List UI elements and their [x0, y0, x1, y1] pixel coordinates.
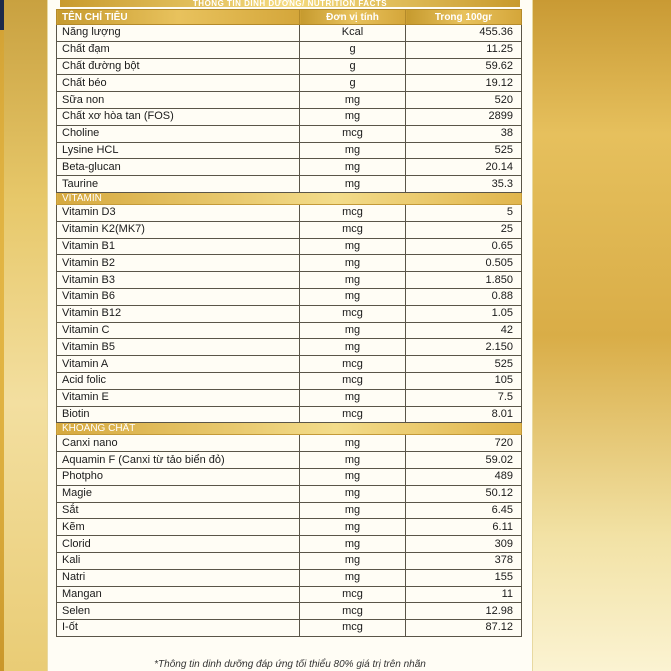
nutrient-unit: g	[300, 75, 406, 92]
nutrient-unit: mcg	[300, 586, 406, 603]
nutrient-value: 155	[406, 569, 522, 586]
nutrient-name: Lysine HCL	[57, 142, 300, 159]
nutrient-name: Sắt	[57, 502, 300, 519]
nutrient-value: 87.12	[406, 620, 522, 637]
table-row	[57, 204, 522, 221]
nutrient-value: 2.150	[406, 339, 522, 356]
nutrient-value: 12.98	[406, 603, 522, 620]
nutrient-unit: mcg	[300, 620, 406, 637]
column-header-unit: Đơn vị tính	[300, 10, 406, 25]
nutrient-name: Selen	[57, 603, 300, 620]
nutrient-value: 105	[406, 372, 522, 389]
nutrient-value: 11.25	[406, 41, 522, 58]
nutrient-unit: mg	[300, 452, 406, 469]
nutrient-value: 520	[406, 92, 522, 109]
nutrient-name: Vitamin B12	[57, 305, 300, 322]
nutrient-unit: mg	[300, 389, 406, 406]
table-row	[57, 339, 522, 356]
table-row	[57, 41, 522, 58]
nutrient-name: Chất xơ hòa tan (FOS)	[57, 108, 300, 125]
table-body	[57, 25, 522, 637]
nutrient-value: 1.05	[406, 305, 522, 322]
nutrient-name: Vitamin E	[57, 389, 300, 406]
nutrient-value: 25	[406, 221, 522, 238]
nutrient-unit: g	[300, 58, 406, 75]
nutrient-value: 50.12	[406, 485, 522, 502]
background-gold-left	[4, 0, 48, 671]
nutrient-name: Natri	[57, 569, 300, 586]
nutrient-name: Vitamin B2	[57, 255, 300, 272]
nutrient-name: Aquamin F (Canxi từ tảo biển đỏ)	[57, 452, 300, 469]
nutrient-unit: Kcal	[300, 25, 406, 42]
nutrient-value: 6.45	[406, 502, 522, 519]
nutrition-banner: THÔNG TIN DINH DƯỠNG/ NUTRITION FACTS	[60, 0, 520, 7]
nutrient-name: Chất đường bột	[57, 58, 300, 75]
section-header-row	[57, 192, 522, 204]
nutrient-name: Chất béo	[57, 75, 300, 92]
footnote: *Thông tin dinh dưỡng đáp ứng tối thiểu 80% giá trị trên nhãn	[154, 659, 426, 670]
nutrient-name: Beta-glucan	[57, 159, 300, 176]
nutrient-unit: mg	[300, 536, 406, 553]
table-row	[57, 620, 522, 637]
nutrient-value: 6.11	[406, 519, 522, 536]
nutrient-unit: mg	[300, 468, 406, 485]
nutrient-unit: mg	[300, 159, 406, 176]
table-row	[57, 468, 522, 485]
table-row	[57, 288, 522, 305]
table-row	[57, 536, 522, 553]
nutrient-value: 38	[406, 125, 522, 142]
table-row	[57, 502, 522, 519]
table-row	[57, 452, 522, 469]
table-row	[57, 108, 522, 125]
nutrition-table	[56, 9, 522, 637]
nutrient-value: 378	[406, 552, 522, 569]
nutrient-value: 7.5	[406, 389, 522, 406]
table-row	[57, 92, 522, 109]
nutrient-value: 489	[406, 468, 522, 485]
table-row	[57, 305, 522, 322]
nutrient-name: Taurine	[57, 176, 300, 193]
nutrient-value: 720	[406, 435, 522, 452]
nutrient-unit: mg	[300, 142, 406, 159]
nutrient-unit: mg	[300, 322, 406, 339]
nutrient-unit: mg	[300, 502, 406, 519]
nutrient-value: 20.14	[406, 159, 522, 176]
nutrient-value: 525	[406, 356, 522, 373]
table-row	[57, 125, 522, 142]
table-row	[57, 389, 522, 406]
nutrient-name: Kẽm	[57, 519, 300, 536]
table-row	[57, 255, 522, 272]
nutrient-unit: mcg	[300, 125, 406, 142]
nutrient-unit: mcg	[300, 221, 406, 238]
section-title: KHOÁNG CHẤT	[57, 423, 522, 435]
table-row	[57, 272, 522, 289]
nutrient-unit: mg	[300, 272, 406, 289]
table-row	[57, 75, 522, 92]
nutrient-name: Sữa non	[57, 92, 300, 109]
nutrient-value: 59.62	[406, 58, 522, 75]
table-row	[57, 142, 522, 159]
nutrient-name: Vitamin B5	[57, 339, 300, 356]
nutrient-value: 19.12	[406, 75, 522, 92]
table-row	[57, 552, 522, 569]
section-header-row	[57, 423, 522, 435]
table-row	[57, 238, 522, 255]
nutrient-unit: mg	[300, 176, 406, 193]
table-header-row	[57, 10, 522, 25]
nutrient-unit: mcg	[300, 603, 406, 620]
table-row	[57, 176, 522, 193]
window-edge	[0, 0, 4, 30]
nutrient-value: 0.88	[406, 288, 522, 305]
nutrient-unit: mcg	[300, 356, 406, 373]
nutrient-value: 1.850	[406, 272, 522, 289]
nutrient-unit: mcg	[300, 204, 406, 221]
nutrient-unit: mg	[300, 108, 406, 125]
nutrient-value: 0.505	[406, 255, 522, 272]
column-header-value: Trong 100gr	[406, 10, 522, 25]
nutrient-value: 11	[406, 586, 522, 603]
nutrient-name: Vitamin B3	[57, 272, 300, 289]
nutrient-name: Vitamin D3	[57, 204, 300, 221]
nutrient-name: Canxi nano	[57, 435, 300, 452]
nutrient-name: Mangan	[57, 586, 300, 603]
nutrient-name: Vitamin K2(MK7)	[57, 221, 300, 238]
nutrient-unit: mg	[300, 92, 406, 109]
nutrient-unit: mg	[300, 569, 406, 586]
nutrient-name: Magie	[57, 485, 300, 502]
nutrient-value: 2899	[406, 108, 522, 125]
nutrient-unit: mg	[300, 552, 406, 569]
nutrient-value: 59.02	[406, 452, 522, 469]
nutrient-value: 42	[406, 322, 522, 339]
table-row	[57, 25, 522, 42]
nutrient-unit: mcg	[300, 372, 406, 389]
background-gold-right	[532, 0, 671, 671]
nutrient-unit: mcg	[300, 305, 406, 322]
nutrient-name: Biotin	[57, 406, 300, 423]
nutrient-unit: mg	[300, 485, 406, 502]
table-row	[57, 603, 522, 620]
nutrient-value: 455.36	[406, 25, 522, 42]
nutrient-name: Vitamin B1	[57, 238, 300, 255]
nutrient-unit: mcg	[300, 406, 406, 423]
table-row	[57, 586, 522, 603]
nutrient-value: 5	[406, 204, 522, 221]
table-row	[57, 435, 522, 452]
column-header-name: TÊN CHỈ TIÊU	[57, 10, 300, 25]
nutrient-value: 0.65	[406, 238, 522, 255]
nutrient-value: 8.01	[406, 406, 522, 423]
nutrient-unit: mg	[300, 339, 406, 356]
nutrient-name: Chất đạm	[57, 41, 300, 58]
nutrient-name: Photpho	[57, 468, 300, 485]
nutrient-unit: mg	[300, 255, 406, 272]
section-title: VITAMIN	[57, 192, 522, 204]
nutrient-name: Kali	[57, 552, 300, 569]
nutrient-unit: g	[300, 41, 406, 58]
nutrient-name: Vitamin C	[57, 322, 300, 339]
table-row	[57, 322, 522, 339]
table-row	[57, 372, 522, 389]
table-row	[57, 58, 522, 75]
nutrient-unit: mg	[300, 435, 406, 452]
nutrient-name: Choline	[57, 125, 300, 142]
table-row	[57, 159, 522, 176]
nutrient-name: Năng lượng	[57, 25, 300, 42]
table-row	[57, 406, 522, 423]
nutrient-name: Vitamin B6	[57, 288, 300, 305]
table-row	[57, 221, 522, 238]
table-row	[57, 485, 522, 502]
nutrient-name: I-ốt	[57, 620, 300, 637]
nutrient-name: Acid folic	[57, 372, 300, 389]
nutrient-value: 35.3	[406, 176, 522, 193]
nutrient-unit: mg	[300, 519, 406, 536]
nutrient-unit: mg	[300, 288, 406, 305]
nutrient-name: Vitamin A	[57, 356, 300, 373]
table-row	[57, 519, 522, 536]
table-row	[57, 356, 522, 373]
table-row	[57, 569, 522, 586]
nutrient-value: 525	[406, 142, 522, 159]
nutrient-name: Clorid	[57, 536, 300, 553]
nutrient-unit: mg	[300, 238, 406, 255]
nutrient-value: 309	[406, 536, 522, 553]
